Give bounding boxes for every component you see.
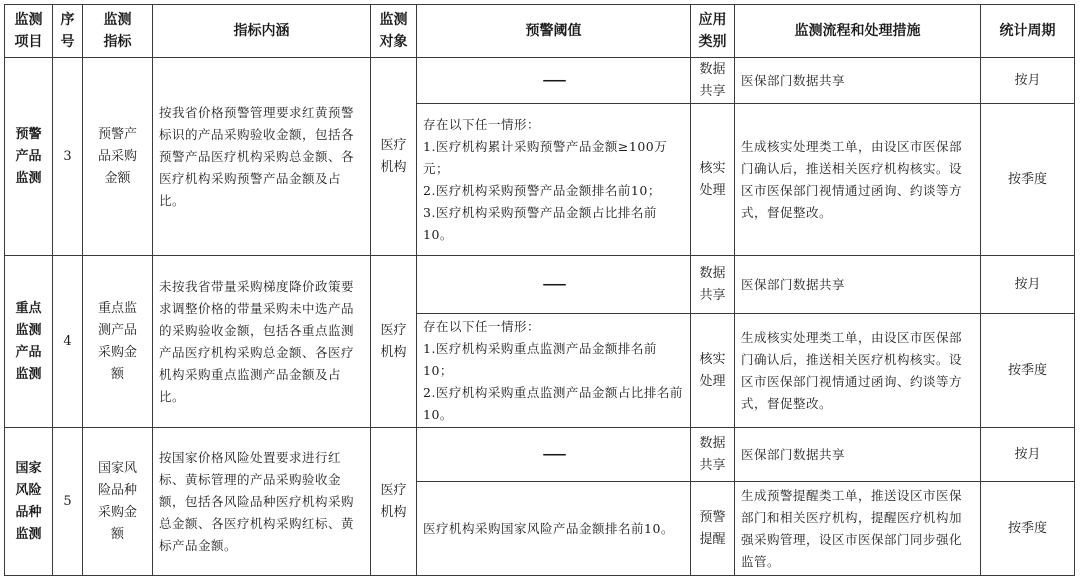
indicator-cell: 预警产 品采购 金额 — [83, 58, 153, 256]
table-row — [5, 58, 1075, 104]
header-row — [5, 5, 1075, 58]
threshold-cell: —— — [417, 256, 691, 314]
header-process: 监测流程和处理措施 — [735, 5, 981, 58]
period-cell: 按月 — [981, 428, 1075, 482]
category-cell: 预警 提醒 — [691, 482, 735, 576]
table-row — [5, 256, 1075, 314]
process-cell: 医保部门数据共享 — [735, 428, 981, 482]
category-cell: 核实 处理 — [691, 314, 735, 428]
table-row — [5, 428, 1075, 482]
meaning-cell: 按我省价格预警管理要求红黄预警标识的产品采购验收金额，包括各预警产品医疗机构采购总金额、各医疗机构采购预警产品金额及占比。 — [153, 58, 371, 256]
header-meaning: 指标内涵 — [153, 5, 371, 58]
period-cell: 按月 — [981, 256, 1075, 314]
threshold-cell: —— — [417, 58, 691, 104]
category-cell: 核实 处理 — [691, 104, 735, 256]
item-cell: 重点 监测 产品 监测 — [5, 256, 53, 428]
item-cell: 预警 产品 监测 — [5, 58, 53, 256]
process-cell: 生成核实处理类工单，由设区市医保部门确认后，推送相关医疗机构核实。设区市医保部门视情通过函询、约谈等方式，督促整改。 — [735, 104, 981, 256]
meaning-cell: 未按我省带量采购梯度降价政策要求调整价格的带量采购未中选产品的采购验收金额，包括各重点监测产品医疗机构采购总金额、各医疗机构采购重点监测产品金额及占比。 — [153, 256, 371, 428]
object-cell: 医疗 机构 — [371, 428, 417, 576]
header-item: 监测 项目 — [5, 5, 53, 58]
header-category: 应用 类别 — [691, 5, 735, 58]
indicator-cell: 重点监 测产品 采购金 额 — [83, 256, 153, 428]
header-period: 统计周期 — [981, 5, 1075, 58]
period-cell: 按季度 — [981, 314, 1075, 428]
threshold-cell: —— — [417, 428, 691, 482]
header-threshold: 预警阈值 — [417, 5, 691, 58]
period-cell: 按季度 — [981, 104, 1075, 256]
process-cell: 医保部门数据共享 — [735, 256, 981, 314]
header-object: 监测 对象 — [371, 5, 417, 58]
item-cell: 国家 风险 品种 监测 — [5, 428, 53, 576]
indicator-cell: 国家风 险品种 采购金 额 — [83, 428, 153, 576]
monitoring-table — [4, 4, 1075, 576]
object-cell: 医疗 机构 — [371, 256, 417, 428]
no-cell: 4 — [53, 256, 83, 428]
threshold-cell: 存在以下任一情形： 1.医疗机构采购重点监测产品金额排名前10； 2.医疗机构采购重点监测产品金额占比排名前10。 — [417, 314, 691, 428]
object-cell: 医疗 机构 — [371, 58, 417, 256]
header-indicator: 监测 指标 — [83, 5, 153, 58]
threshold-cell: 医疗机构采购国家风险产品金额排名前10。 — [417, 482, 691, 576]
category-cell: 数据 共享 — [691, 256, 735, 314]
header-no: 序 号 — [53, 5, 83, 58]
category-cell: 数据 共享 — [691, 58, 735, 104]
threshold-cell: 存在以下任一情形： 1.医疗机构累计采购预警产品金额≥100万元； 2.医疗机构采购预警产品金额排名前10； 3.医疗机构采购预警产品金额占比排名前10。 — [417, 104, 691, 256]
process-cell: 医保部门数据共享 — [735, 58, 981, 104]
process-cell: 生成核实处理类工单，由设区市医保部门确认后，推送相关医疗机构核实。设区市医保部门视情通过函询、约谈等方式，督促整改。 — [735, 314, 981, 428]
no-cell: 3 — [53, 58, 83, 256]
period-cell: 按月 — [981, 58, 1075, 104]
no-cell: 5 — [53, 428, 83, 576]
period-cell: 按季度 — [981, 482, 1075, 576]
process-cell: 生成预警提醒类工单，推送设区市医保部门和相关医疗机构，提醒医疗机构加强采购管理，设区市医保部门同步强化监管。 — [735, 482, 981, 576]
category-cell: 数据 共享 — [691, 428, 735, 482]
meaning-cell: 按国家价格风险处置要求进行红标、黄标管理的产品采购验收金额，包括各风险品种医疗机构采购总金额、各医疗机构采购红标、黄标产品金额。 — [153, 428, 371, 576]
